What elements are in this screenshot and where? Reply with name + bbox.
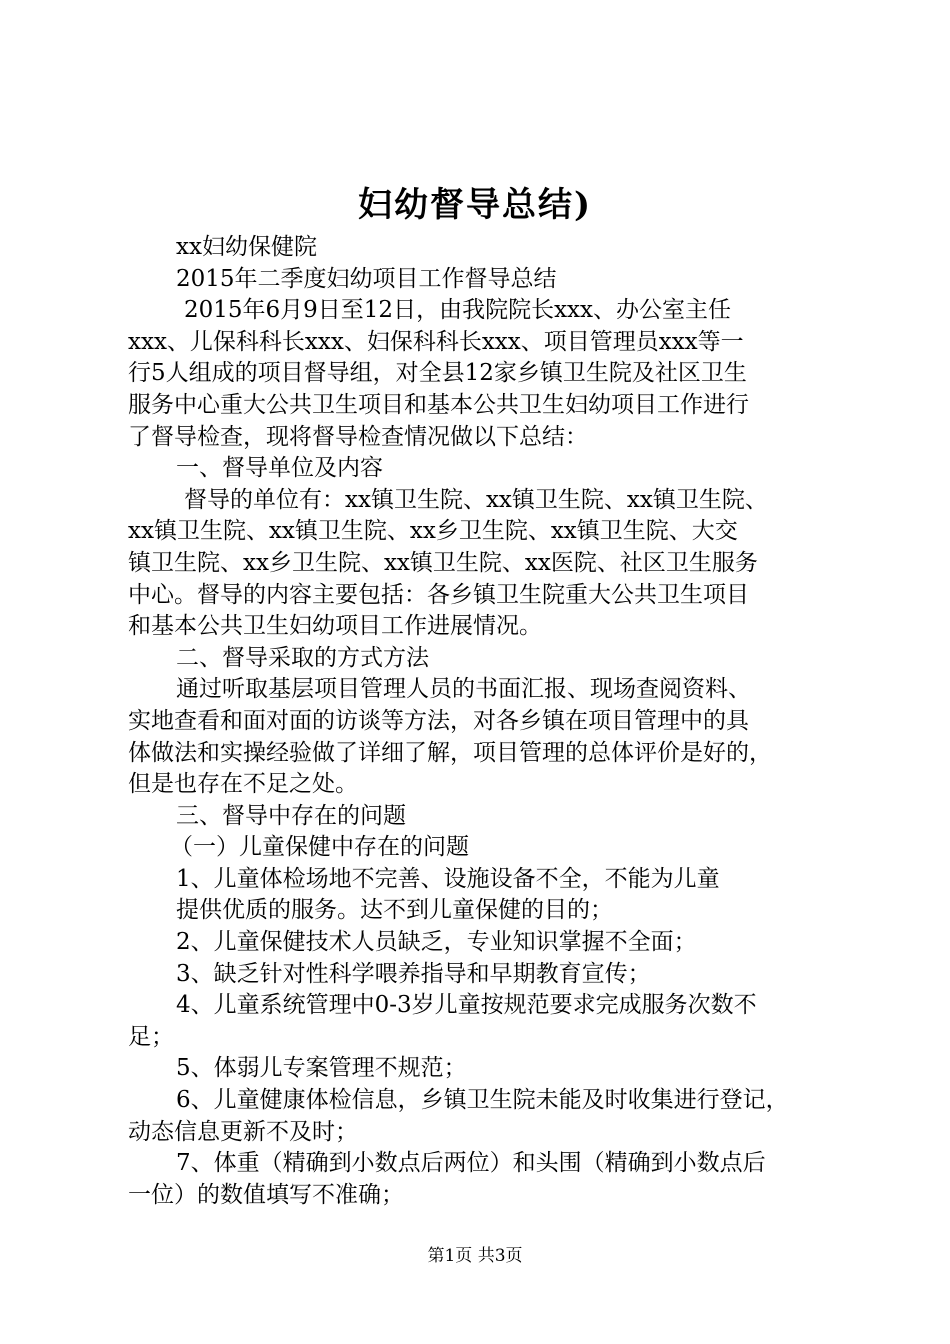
paragraph-line: 督导的单位有：xx镇卫生院、xx镇卫生院、xx镇卫生院、 — [184, 486, 768, 513]
paragraph-line: 通过听取基层项目管理人员的书面汇报、现场查阅资料、 — [176, 676, 751, 703]
list-item: 动态信息更新不及时； — [128, 1118, 358, 1145]
paragraph-line: 中心。督导的内容主要包括：各乡镇卫生院重大公共卫生项目 — [128, 581, 749, 608]
list-item: 6、儿童健康体检信息，乡镇卫生院未能及时收集进行登记， — [176, 1087, 789, 1114]
list-item: 5、体弱儿专案管理不规范； — [176, 1055, 467, 1082]
list-item: 7、体重（精确到小数点后两位）和头围（精确到小数点后 — [176, 1150, 766, 1177]
paragraph-line: 镇卫生院、xx乡卫生院、xx镇卫生院、xx医院、社区卫生服务 — [128, 549, 758, 576]
list-item: 提供优质的服务。达不到儿童保健的目的； — [176, 897, 613, 924]
paragraph-line: 服务中心重大公共卫生项目和基本公共卫生妇幼项目工作进行 — [128, 391, 749, 418]
section-heading: 二、督导采取的方式方法 — [176, 644, 429, 671]
paragraph-line: 行5人组成的项目督导组，对全县12家乡镇卫生院及社区卫生 — [128, 360, 747, 387]
list-item: 足； — [128, 1023, 174, 1050]
document-title: 妇幼督导总结) — [357, 185, 593, 225]
paragraph-line: xxx、儿保科科长xxx、妇保科科长xxx、项目管理员xxx等一 — [128, 328, 744, 355]
paragraph-line: 了督导检查，现将督导检查情况做以下总结： — [128, 423, 588, 450]
page-footer: 第1页 共3页 — [427, 1246, 523, 1266]
org-name-line: xx妇幼保健院 — [176, 234, 317, 260]
paragraph-line: 体做法和实操经验做了详细了解，项目管理的总体评价是好的， — [128, 739, 772, 766]
list-item: 4、儿童系统管理中0-3岁儿童按规范要求完成服务次数不 — [176, 992, 757, 1019]
paragraph-line: 2015年6月9日至12日，由我院院长xxx、办公室主任 — [184, 297, 731, 324]
list-item: 1、儿童体检场地不完善、设施设备不全，不能为儿童 — [176, 865, 720, 892]
paragraph-line: 实地查看和面对面的访谈等方法，对各乡镇在项目管理中的具 — [128, 707, 749, 734]
list-item: 3、缺乏针对性科学喂养指导和早期教育宣传； — [176, 960, 651, 987]
paragraph-line: 和基本公共卫生妇幼项目工作进展情况。 — [128, 613, 542, 640]
report-subtitle-line: 2015年二季度妇幼项目工作督导总结 — [176, 265, 557, 292]
paragraph-line: xx镇卫生院、xx镇卫生院、xx乡卫生院、xx镇卫生院、大交 — [128, 518, 738, 545]
paragraph-line: 但是也存在不足之处。 — [128, 771, 358, 798]
list-item: 2、儿童保健技术人员缺乏，专业知识掌握不全面； — [176, 929, 697, 956]
document-body — [128, 232, 840, 1211]
section-heading: 一、督导单位及内容 — [176, 455, 383, 482]
list-item: 一位）的数值填写不准确； — [128, 1181, 404, 1208]
section-heading: 三、督导中存在的问题 — [176, 802, 406, 829]
subsection-heading: （一）儿童保健中存在的问题 — [170, 834, 469, 861]
